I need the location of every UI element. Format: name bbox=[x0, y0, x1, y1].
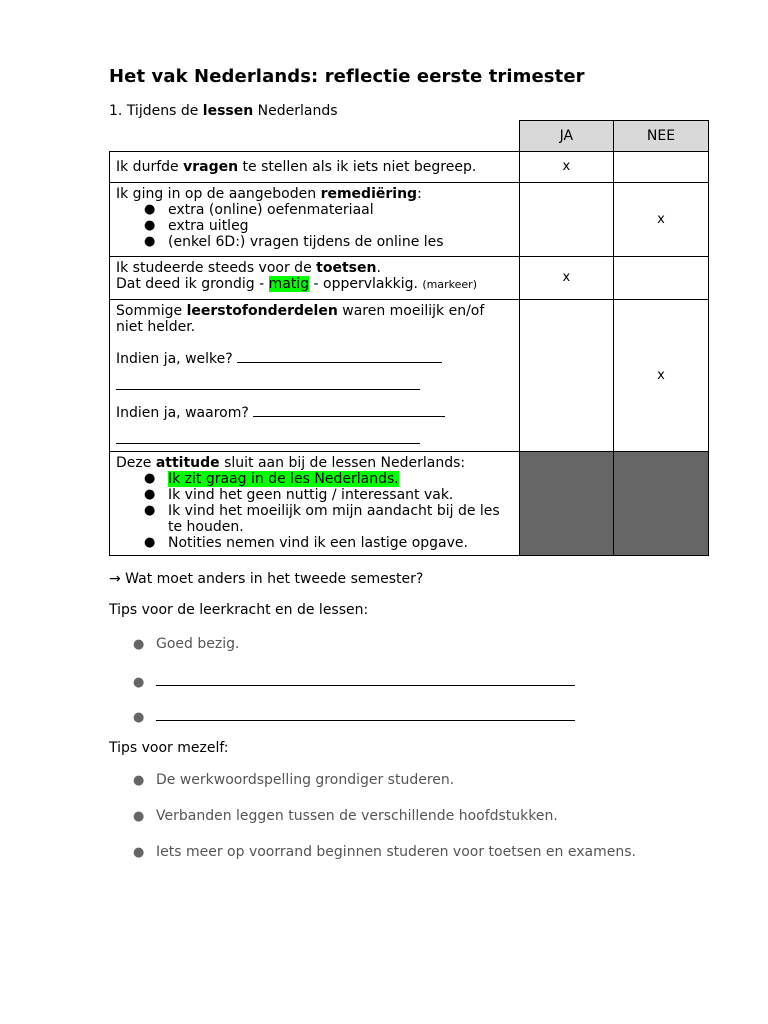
question-keyword: toetsen bbox=[316, 260, 377, 276]
list-item[interactable]: ● Ik vind het moeilijk om mijn aandacht bij de les te houden. bbox=[144, 503, 513, 535]
tip-self-item bbox=[133, 808, 558, 824]
question-text: Ik ging in op de aangeboden bbox=[116, 186, 317, 202]
bullet-icon: ● bbox=[133, 845, 145, 860]
question-keyword: vragen bbox=[183, 159, 239, 175]
question-text: Dat deed ik grondig - bbox=[116, 276, 265, 292]
question-line bbox=[116, 186, 513, 202]
waarom-line bbox=[116, 404, 513, 421]
bullet-icon: ● bbox=[133, 809, 145, 824]
question-cell-remediering bbox=[110, 183, 520, 257]
waarom-answer-line-2[interactable] bbox=[116, 431, 420, 444]
answer-ja-cell[interactable]: x bbox=[519, 257, 613, 300]
bullet-icon: ● bbox=[133, 637, 145, 652]
list-item: ● (enkel 6D:) vragen tijdens de online les bbox=[144, 234, 513, 250]
section-text-bold: lessen bbox=[202, 103, 254, 119]
answer-nee-cell[interactable] bbox=[614, 152, 709, 183]
highlighted-option[interactable]: matig bbox=[268, 276, 310, 292]
question-line bbox=[116, 260, 513, 276]
attitude-list bbox=[116, 471, 513, 551]
question-text: Sommige bbox=[116, 303, 183, 319]
bullet-icon: ● bbox=[133, 675, 145, 690]
answer-nee-cell[interactable] bbox=[614, 257, 709, 300]
answer-ja-cell[interactable] bbox=[519, 300, 613, 452]
tip-text[interactable]: De werkwoordspelling grondiger studeren. bbox=[156, 772, 455, 788]
remediering-list bbox=[116, 202, 513, 250]
question-text: waren moeilijk en/of niet helder. bbox=[116, 303, 485, 335]
empty-header-cell bbox=[110, 121, 520, 152]
tip-text[interactable]: Goed bezig. bbox=[156, 636, 240, 652]
tip-self-item bbox=[133, 844, 636, 860]
answer-nee-cell[interactable]: x bbox=[614, 183, 709, 257]
bullet-icon: ● bbox=[133, 773, 145, 788]
welke-line bbox=[116, 350, 513, 367]
question-text: - oppervlakkig. bbox=[313, 276, 418, 292]
tip-answer-line[interactable] bbox=[156, 673, 575, 686]
answer-line-row bbox=[116, 431, 513, 448]
question-text: te stellen als ik iets niet begreep. bbox=[242, 159, 477, 175]
header-nee: NEE bbox=[614, 121, 709, 152]
question-text: Ik studeerde steeds voor de bbox=[116, 260, 312, 276]
welke-answer-line-2[interactable] bbox=[116, 377, 420, 390]
table-row bbox=[110, 183, 709, 257]
tip-answer-line[interactable] bbox=[156, 708, 575, 721]
tip-teacher-item bbox=[133, 708, 575, 725]
tip-teacher-item bbox=[133, 673, 575, 690]
table-row bbox=[110, 152, 709, 183]
question-line bbox=[116, 303, 513, 335]
document-title: Het vak Nederlands: reflectie eerste trimester bbox=[109, 66, 585, 87]
section-text-post: Nederlands bbox=[257, 103, 338, 119]
disabled-ja-cell bbox=[519, 452, 613, 556]
waarom-label: Indien ja, waarom? bbox=[116, 405, 249, 421]
question-cell-toetsen bbox=[110, 257, 520, 300]
list-item: ● extra uitleg bbox=[144, 218, 513, 234]
reflection-table bbox=[109, 120, 709, 556]
question-cell-attitude bbox=[110, 452, 520, 556]
section-number: 1. bbox=[109, 103, 123, 119]
disabled-nee-cell bbox=[614, 452, 709, 556]
answer-ja-cell[interactable] bbox=[519, 183, 613, 257]
question-text: sluit aan bij de lessen Nederlands: bbox=[224, 455, 466, 471]
question-text: : bbox=[417, 186, 422, 202]
question-line bbox=[116, 455, 513, 471]
answer-ja-cell[interactable]: x bbox=[519, 152, 613, 183]
list-item: ● extra (online) oefenmateriaal bbox=[144, 202, 513, 218]
question-text: Deze bbox=[116, 455, 152, 471]
welke-answer-line[interactable] bbox=[237, 350, 442, 363]
answer-line-row bbox=[116, 377, 513, 394]
welke-label: Indien ja, welke? bbox=[116, 351, 233, 367]
tips-self-label: Tips voor mezelf: bbox=[109, 740, 229, 756]
tip-self-item bbox=[133, 772, 454, 788]
highlighted-attitude: Ik zit graag in de les Nederlands. bbox=[168, 471, 399, 487]
table-row bbox=[110, 257, 709, 300]
question-keyword: attitude bbox=[155, 455, 220, 471]
list-item[interactable] bbox=[144, 471, 513, 487]
question-line bbox=[116, 276, 513, 293]
tip-teacher-item bbox=[133, 636, 239, 652]
instruction-note: (markeer) bbox=[422, 278, 477, 291]
answer-nee-cell[interactable]: x bbox=[614, 300, 709, 452]
tips-teacher-label: Tips voor de leerkracht en de lessen: bbox=[109, 602, 369, 618]
question-text: Ik durfde bbox=[116, 159, 179, 175]
list-item[interactable]: ● Notities nemen vind ik een lastige opgave. bbox=[144, 535, 513, 551]
waarom-answer-line[interactable] bbox=[253, 404, 445, 417]
section-1-heading bbox=[109, 103, 338, 119]
table-header-row bbox=[110, 121, 709, 152]
question-text: . bbox=[376, 260, 381, 276]
tip-text[interactable]: Verbanden leggen tussen de verschillende hoofdstukken. bbox=[156, 808, 558, 824]
table-row bbox=[110, 452, 709, 556]
tip-text[interactable]: Iets meer op voorrand beginnen studeren voor toetsen en examens. bbox=[156, 844, 636, 860]
section-text-pre: Tijdens de bbox=[126, 103, 199, 119]
question-keyword: remediëring bbox=[320, 186, 418, 202]
question-cell-vragen bbox=[110, 152, 520, 183]
table-row bbox=[110, 300, 709, 452]
question-keyword: leerstofonderdelen bbox=[186, 303, 338, 319]
header-ja: JA bbox=[519, 121, 613, 152]
bullet-icon: ● bbox=[133, 710, 145, 725]
next-semester-question: → Wat moet anders in het tweede semester? bbox=[109, 571, 424, 587]
list-item[interactable]: ● Ik vind het geen nuttig / interessant vak. bbox=[144, 487, 513, 503]
question-cell-leerstof bbox=[110, 300, 520, 452]
